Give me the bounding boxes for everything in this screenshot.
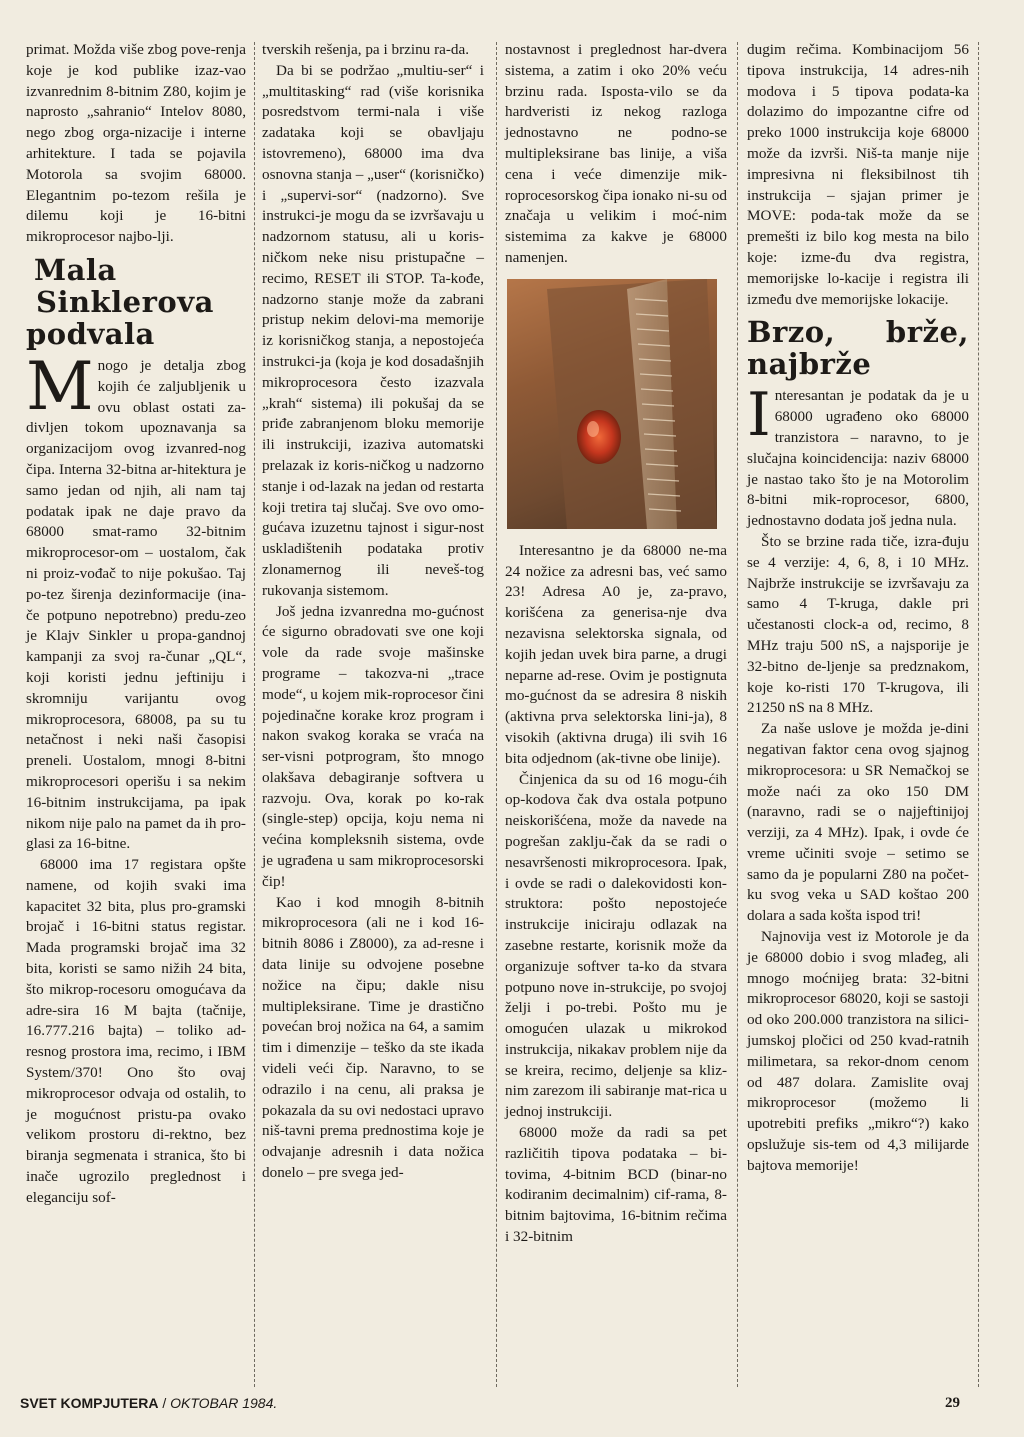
article-column-4: [747, 40, 969, 1177]
paragraph-text: nteresantan je podatak da je u 68000 ugrađeno oko 68000 tranzistora – naravno, to je slučajna koincidencija: naziv 68000 je nastao tako što je na Motorolim 8-bitni mik-roprocesor, 6800, jednostavno dodata još jedna nula.: [747, 387, 969, 530]
section-heading-mala-sinklerova-podvala: [26, 254, 246, 350]
issue-date: OKTOBAR 1984.: [170, 1395, 278, 1411]
paragraph: Da bi se podržao „multiu-ser“ i „multitasking“ rad (više korisnika posredstvom termi-nala i više zadataka koji se obavljaju istovremeno), 68000 ima dva osnovna stanja – „user“ (korisničko) i „supervi-sor“ (nadzorno). Sve instrukci-je mogu da se izvršavaju u nadzornom statusu, ali u koris-ničkom neke nisu pristupačne – recimo, RESET ili STOP. Ta-kođe, nadzorno stanje može da zabrani pristup nekim delovi-ma memorije iz korisničkog stanja, a nepostojeća instrukci-ja (koja je kod dosadašnjih mikroprocesora često izazvala „krah“ sistema) ili pokušaj da se priđe zabranjenom bloku memorije ili instrukciji, izaziva automatski prelazak iz koris-ničkog u nadzorno stanje i od-lazak na jedan od restarta koji tretira taj slučaj. Sve ovo omo-gućava izuzetnu tajnost i sigur-nost uskladištenih podataka protiv zlonamernog ili neveš-tog rukovanja sistemom.: [262, 61, 484, 599]
magazine-name: SVET KOMPJUTERA: [20, 1395, 159, 1411]
section-heading-brzo-brze-najbrze: [747, 316, 969, 380]
paragraph: Interesantno je da 68000 ne-ma 24 nožice za adresni bas, već samo 23! Adresa A0 je, za-pravo, korišćena za generisa-nje dva nezavisna selektorska signala, od kojih jedan uvek bira parne, a drugi neparne ad-rese. Ovim je postignuta mo-gućnost da se adresira 8 niskih (aktivna prva selektorska lini-ja), 8 visokih (aktivna druga) ili svih 16 bita odjednom (ak-tivne obe linije).: [505, 541, 727, 767]
chip-photo-illustration: [507, 279, 717, 529]
heading-line: najbrže: [747, 347, 872, 382]
paragraph: Za naše uslove je možda je-dini negativan faktor cena ovog sjajnog mikroprocesora: u SR Nemačkoj se može naći za oko 150 DM (naravno, radi se o najjeftinijoj verziji, za 4 MHz). Ipak, i ovde će vreme učiniti svoje – setimo se samo da je popularni Z80 na počet-ku svog veka u SAD koštao 200 dolara a sada košta ispod tri!: [747, 720, 969, 925]
paragraph: primat. Možda više zbog pove-renja koje je kod publike izaz-vao izvanrednim 8-bitnim Z80, kojim je naprosto „sahranio“ Intelov 8080, nego zbog orga-nizacije i interne arhitekture. I tada se pojavila Motorola sa svojim 68000. Elegantnim po-tezom rešila je dilemu koji je 16-bitni mikroprocesor najbo-lji.: [26, 41, 246, 246]
article-column-2: [262, 40, 484, 1184]
heading-word: Brzo,: [747, 315, 836, 350]
paragraph: Najnovija vest iz Motorole je da je 68000 dobio i svog mlađeg, ali mnogo moćnijeg brata: 32-bitni mikroprocesor 68020, koji se sastoji od oko 200.000 tranzistora na silici-jumskoj pločici od 250 kvad-ratnih milimetara, sa rekor-dnom cenom od 487 dolara. Zamislite ovaj mikroprocesor (možemo li upotrebiti prefiks „mikro“?) kako opslužuje sis-tem od 4,3 milijarde bajtova memorije!: [747, 928, 969, 1174]
paragraph: dugim rečima. Kombinacijom 56 tipova instrukcija, 14 adres-nih modova i 5 tipova podata-ka dolazimo do impozantne cifre od preko 1000 instrukcija koje 68000 može da izvrši. Niš-ta manje nije impresivna ni fleksibilnost tih instrukcija – sjajan primer je MOVE: poda-tak može da se premešti iz bilo kog mesta na bilo koje: izme-đu dva registra, memorijske lo-kacije i registra ili između dve memorijske lokacije.: [747, 41, 969, 308]
paragraph: 68000 ima 17 registara opšte namene, od kojih svaki ima kapacitet 32 bita, plus pro-gramski brojač i 16-bitni status registar. Mada programski brojač ima 32 bita, koristi se samo nižih 24 bita, što mikrop-rocesoru omogućava da adre-sira 16 M bajta (tačnije, 16.777.216 bajta) – toliko ad-resnog prostora ima, recimo, i IBM System/370! Ono što ovaj mikroprocesor odvaja od ostalih, to je mogućnost pristu-pa ovako velikom prostoru di-rektno, bez biranja segmenata i stranica, što bi inače ugrozilo preglednost i eleganciju sof-: [26, 856, 246, 1206]
paragraph: Kao i kod mnogih 8-bitnih mikroprocesora (ali ne i kod 16-bitnih 8086 i Z8000), za ad-resne i data linije su odvojene posebne nožice na čipu; dakle nisu multipleksirane. Time je drastično povećan broj nožica na 64, a samim tim i dimenzije – teško da ste ikada videli veći čip. Naravno, to se odrazilo i na cenu, ali praksa je pokazala da su ovi nedostaci upravo niš-tavni prema prednostima koje je odvajanje adresnih i data nožica donelo – pre svega jed-: [262, 893, 484, 1182]
column-rule: [737, 42, 738, 1387]
heading-line: Sinklerova: [36, 284, 214, 319]
heading-line: Mala: [34, 252, 117, 287]
heading-line: podvala: [26, 316, 155, 351]
heading-word: brže,: [885, 315, 969, 350]
paragraph: Još jedna izvanredna mo-gućnost će sigurno obradovati sve one koji vole da rade svoje mašinske programe – takozva-ni „trace mode“, u kojem mik-roprocesor čini pojedinačne korake kroz program i nakon svakog koraka se vraća na ser-visni potprogram, što mnogo olakšava debagiranje softvera u razvoju. Ova, korak po ko-rak (single-step) opcija, koju nema ni većina kompleksnih sistema, ovde je ugrađena u sam mikroprocesorski čip!: [262, 602, 484, 890]
paragraph: nostavnost i preglednost har-dvera sistema, a zatim i oko 20% veću brzinu rada. Isposta-vilo se da hardveristi iz nekog razloga jednostavno ne podno-se multipleksirane bas linije, a viša cena i veće dimenzije mik-roprocesorskog čipa ionako ni-su od značaja u velikim i moć-nim sistemima za kakve je 68000 namenjen.: [505, 41, 727, 266]
paragraph: Činjenica da su od 16 mogu-ćih op-kodova čak dva ostala potpuno neiskorišćena, može da navede na pogrešan zaklju-čak da se radi o nesavršenosti mikroprocesora. Ipak, i ovde se radi o dalekovidosti kon-struktora: pošto nepostojeće instrukcije iniciraju odlazak na zasebne restarte, korisnik može da organizuje softver ta-ko da stvara potpuno nove in-strukcije, po svojoj želji i po-trebi. Pošto mu je omogućen ulazak u mikrokod instrukcija, nikakav problem nije da se kreira, recimo, deljenje sa kliz-nim zarezom ili sabiranje mat-rica u jednoj instrukciji.: [505, 770, 727, 1121]
drop-cap: I: [747, 380, 771, 451]
paragraph: tverskih rešenja, pa i brzinu ra-da.: [262, 41, 470, 58]
paragraph: [26, 347, 246, 855]
paragraph-text: nogo je detalja zbog kojih će zaljubljenik u ovu oblast ostati za-divljen tokom upoznavanja sa organizacijom ovog izvanred-nog čipa. Interna 32-bitna ar-hitektura je samo jedan od njih, ali nam taj podatak ipak ne daje pravo da 68000 smat-ramo 32-bitnim mikroprocesor-om – uostalom, čak ni proiz-vođač to nije pokušao. Taj po-tez širenja dezinformacije (ina-če potpuno nepotrebno) predu-zeo je Klajv Sinkler u propa-gandnoj kampanji za svoj ra-čunar „QL“, koji koristi jednu jeftiniju i skromniju varijantu ovog mikroprocesora, 68008, pa su tu netačnost i neki naši časopisi preneli. Uostalom, mnogi 8-bitni mikroprocesori operišu i sa nekim 16-bitnim instrukcijama, pa ipak nikom nije palo na pamet da ih pro-glasi za 16-bitne.: [26, 356, 246, 853]
column-rule: [254, 42, 255, 1387]
article-column-1: [26, 40, 246, 1209]
column-rule: [496, 42, 497, 1387]
chip-photo: [507, 279, 717, 529]
paragraph: 68000 može da radi sa pet različitih tipova podataka – bi-tovima, 4-bitnim BCD (binar-no kodiranim decimalnim) cif-rama, 8-bitnim bajtovima, 16-bitnim rečima i 32-bitnim: [505, 1124, 727, 1246]
page-footer: [20, 1395, 980, 1419]
page-number: 29: [945, 1395, 960, 1411]
drop-cap: M: [26, 347, 94, 425]
column-rule: [978, 42, 979, 1387]
paragraph: Što se brzine rada tiče, izra-đuju se 4 verzije: 4, 6, 8, i 10 MHz. Najbrže instrukcije se izvršavaju za samo 4 T-kruga, dakle pri učestanosti clock-a od, recimo, 8 MHz traju 500 nS, a najsporije je 32-bitno de-ljenje sa predznakom, koje ko-risti 170 T-krugova, ili 21250 nS na 8 MHz.: [747, 532, 969, 717]
heading-line: [747, 316, 969, 348]
footer-separator: /: [158, 1395, 171, 1411]
paragraph: [747, 380, 969, 532]
article-column-3: [505, 40, 727, 1248]
